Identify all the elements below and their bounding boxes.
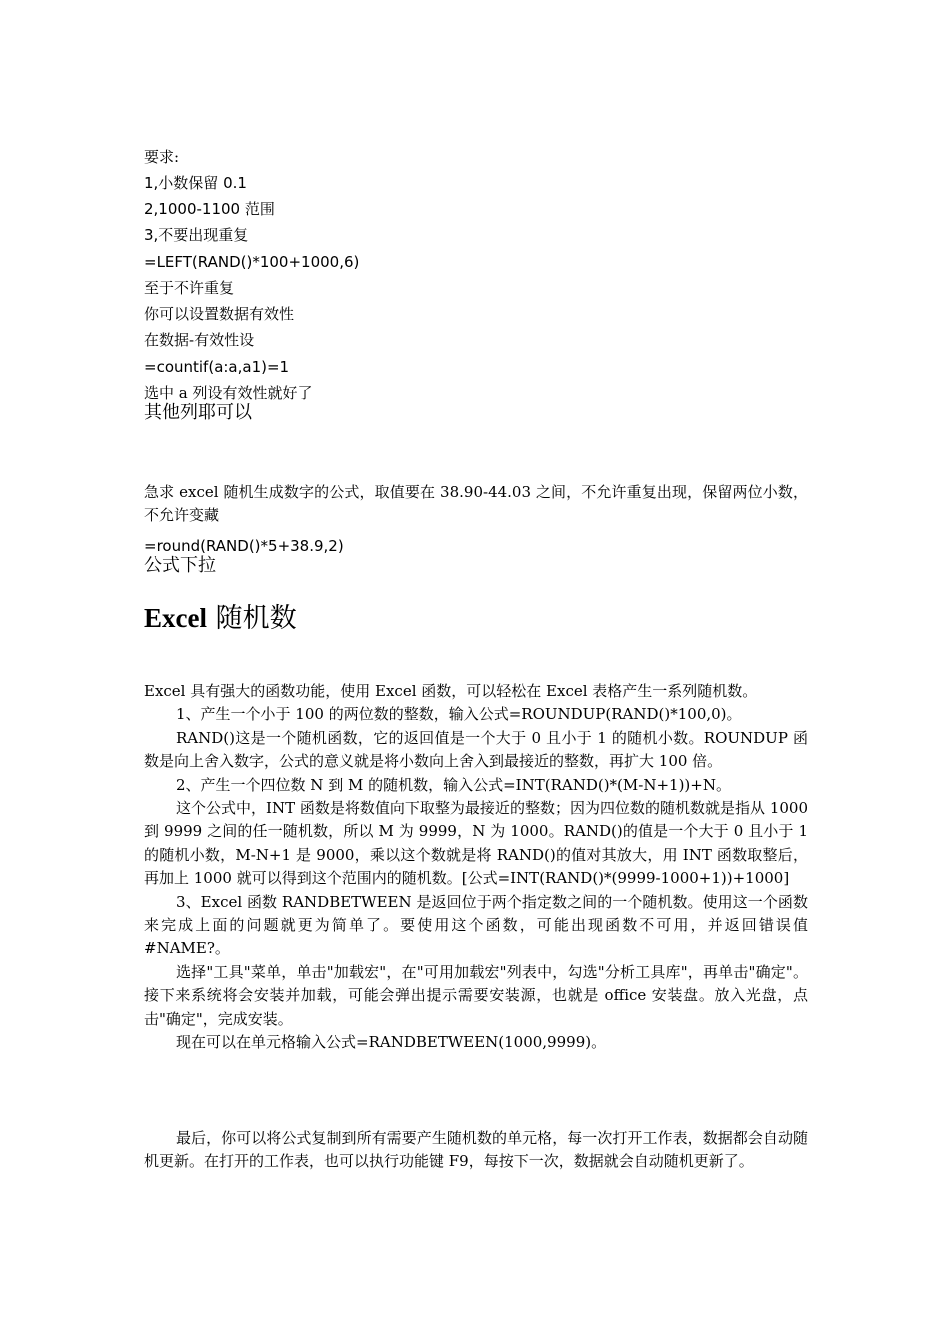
- question-text: 急求 excel 随机生成数字的公式，取值要在 38.90-44.03 之间，不允许重复出现，保留两位小数，不允许变藏: [144, 483, 808, 525]
- section-title: [144, 600, 297, 637]
- article-paragraph-1: 1、产生一个小于 100 的两位数的整数，输入公式=ROUNDUP(RAND()*100,0)。: [176, 705, 742, 724]
- requirement-heading: 要求:: [144, 148, 180, 166]
- answer-line-4: 选中 a 列设有效性就好了: [144, 384, 313, 402]
- requirement-line-2: 2,1000-1100 范围: [144, 200, 275, 218]
- article-conclusion: [144, 1127, 808, 1174]
- requirement-line-1: 1,小数保留 0.1: [144, 174, 247, 192]
- answer-line-5: 其他列耶可以: [144, 402, 252, 423]
- article-paragraph-4: 这个公式中，INT 函数是将数值向下取整为最接近的整数；因为四位数的随机数就是指从 1000 到 9999 之间的任一随机数，所以 M 为 9999，N 为 1000。RAND()的值是一个大于 0 且小于 1 的随机小数，M-N+1 是 9000，乘以这个数就是将 RAND()的值对其放大，用 INT 函数取整后，再加上 1000 就可以得到这个范围内的随机数。[公式=INT(RAND()*(9999-1000+1))+1000]: [144, 799, 808, 888]
- article-body: [144, 680, 808, 1055]
- article-intro: Excel 具有强大的函数功能，使用 Excel 函数，可以轻松在 Excel 表格产生一系列随机数。: [144, 682, 758, 700]
- answer-line-1: 至于不许重复: [144, 279, 235, 297]
- article-paragraph-3: 2、产生一个四位数 N 到 M 的随机数，输入公式=INT(RAND()*(M-N+1))+N。: [176, 775, 731, 794]
- article-paragraph-5: 3、Excel 函数 RANDBETWEEN 是返回位于两个指定数之间的一个随机数。使用这一个函数来完成上面的问题就更为简单了。要使用这个函数，可能出现函数不可用，并返回错误值#NAME?。: [144, 892, 808, 958]
- section-title-latin: Excel: [144, 603, 207, 633]
- answer-line-2: 你可以设置数据有效性: [144, 305, 295, 323]
- article-paragraph-7: 现在可以在单元格输入公式=RANDBETWEEN(1000,9999)。: [176, 1033, 607, 1052]
- formula-left: =LEFT(RAND()*100+1000,6): [144, 253, 360, 271]
- answer-line-3: 在数据-有效性设: [144, 331, 255, 349]
- formula-note: 公式下拉: [144, 555, 216, 576]
- section-title-cjk: 随机数: [206, 603, 297, 634]
- article-paragraph-6: 选择"工具"菜单，单击"加载宏"，在"可用加载宏"列表中，勾选"分析工具库"，再单击"确定"。接下来系统将会安装并加载，可能会弹出提示需要安装源，也就是 office 安装盘。放入光盘，点击"确定"，完成安装。: [144, 962, 808, 1028]
- formula-round: =round(RAND()*5+38.9,2): [144, 537, 344, 555]
- formula-countif: =countif(a:a,a1)=1: [144, 358, 290, 376]
- article-paragraph-2: RAND()这是一个随机函数，它的返回值是一个大于 0 且小于 1 的随机小数。ROUNDUP 函数是向上舍入数字，公式的意义就是将小数向上舍入到最接近的整数，再扩大 100 倍。: [144, 728, 808, 771]
- requirement-line-3: 3,不要出现重复: [144, 226, 249, 244]
- article-paragraph-8: 最后，你可以将公式复制到所有需要产生随机数的单元格，每一次打开工作表，数据都会自动随机更新。在打开的工作表，也可以执行功能键 F9，每按下一次，数据就会自动随机更新了。: [144, 1129, 808, 1171]
- question-paragraph: [144, 481, 808, 528]
